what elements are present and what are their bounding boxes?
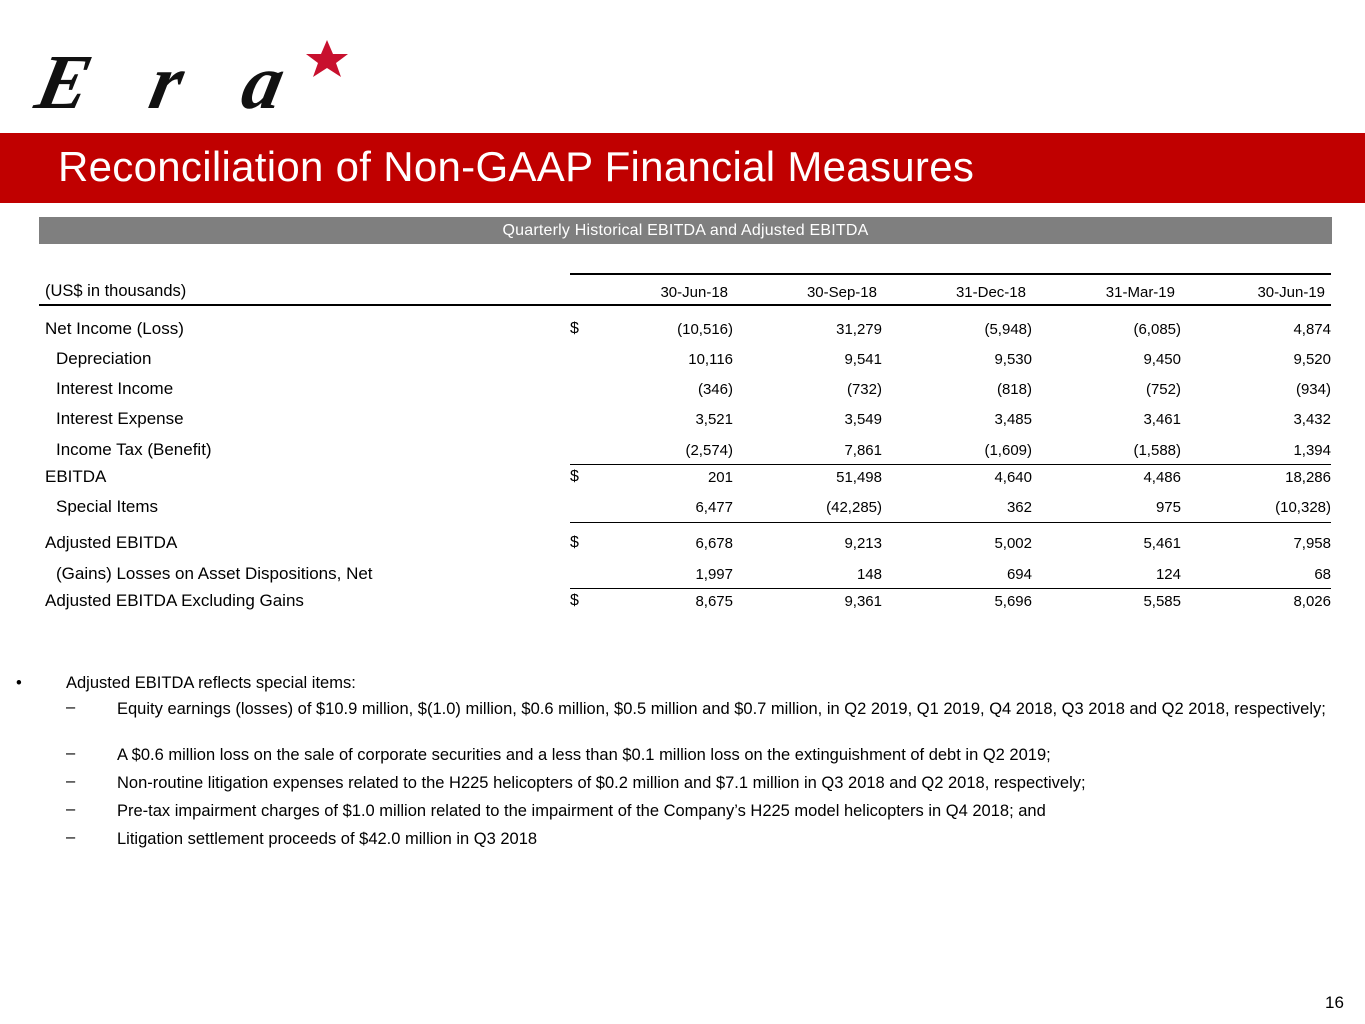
table-cell: 3,485 [994,411,1032,428]
dollar-sign: $ [570,534,579,551]
bullet-icon: • [16,674,22,692]
table-cell: (6,085) [1133,321,1181,338]
table-cell: (934) [1295,381,1331,398]
table-cell: (732) [846,381,882,398]
era-logo [28,36,354,126]
table-cell: 7,958 [1293,535,1331,552]
table-cell: (752) [1145,381,1181,398]
table-subtitle: Quarterly Historical EBITDA and Adjusted EBITDA [502,222,869,239]
table-cell: 9,361 [844,593,882,610]
table-cell: (42,285) [826,499,882,516]
note-item: Litigation settlement proceeds of $42.0 million in Q3 2018 [117,830,538,848]
note-item: Equity earnings (losses) of $10.9 million, $(1.0) million, $0.6 million, $0.5 million and $0.7 million, in Q2 2019, Q1 2019, Q4 2018, Q3 2018 and Q2 2018, respectively; [117,700,1326,718]
table-cell: 4,486 [1143,469,1181,486]
adjusted-ebitda-rule [570,522,1331,523]
dollar-sign: $ [570,592,579,609]
row-label: (Gains) Losses on Asset Dispositions, Net [56,564,373,583]
table-cell: 4,874 [1293,321,1331,338]
table-cell: 975 [1155,499,1181,516]
dash-icon: – [66,698,76,716]
row-label: Adjusted EBITDA [45,533,178,552]
column-header: 30-Sep-18 [806,284,877,301]
header-bottom-rule [39,304,1331,306]
column-header: 31-Dec-18 [955,284,1026,301]
table-cell: 3,549 [844,411,882,428]
dash-icon: – [66,800,76,818]
column-header: 31-Mar-19 [1105,284,1175,301]
table-cell: 3,432 [1293,411,1331,428]
table-cell: 31,279 [836,321,882,338]
row-label: Adjusted EBITDA Excluding Gains [45,591,304,610]
table-cell: 3,521 [695,411,733,428]
ebitda-rule [570,464,1331,465]
row-label: Interest Income [56,379,174,398]
era-logo-text: Era [28,39,293,126]
red-star-icon [306,40,348,77]
dollar-sign: $ [570,468,579,485]
table-cell: 68 [1314,566,1331,583]
table-cell: 1,394 [1293,442,1331,459]
table-cell: 7,861 [844,442,882,459]
table-cell: 10,116 [688,351,733,368]
table-cell: 9,530 [994,351,1032,368]
row-label: Income Tax (Benefit) [56,440,212,459]
table-cell: 148 [856,566,882,583]
table-cell: 51,498 [836,469,882,486]
table-cell: (1,609) [984,442,1032,459]
table-cell: 5,002 [994,535,1032,552]
table-cell: (2,574) [685,442,733,459]
dash-icon: – [66,772,76,790]
table-cell: 694 [1006,566,1032,583]
table-cell: 8,675 [695,593,733,610]
units-label: (US$ in thousands) [45,282,187,300]
table-cell: (10,516) [677,321,733,338]
page-title: Reconciliation of Non-GAAP Financial Measures [58,143,975,190]
notes-intro: Adjusted EBITDA reflects special items: [66,674,356,692]
table-cell: (346) [697,381,733,398]
table-cell: 362 [1006,499,1032,516]
table-cell: 9,541 [844,351,882,368]
table-cell: 6,477 [695,499,733,516]
table-cell: (10,328) [1275,499,1331,516]
table-cell: 5,461 [1143,535,1181,552]
dash-icon: – [66,744,76,762]
dash-icon: – [66,828,76,846]
dollar-sign: $ [570,320,579,337]
row-label: Interest Expense [56,409,184,428]
table-cell: 3,461 [1143,411,1181,428]
note-item: Pre-tax impairment charges of $1.0 million related to the impairment of the Company’s H225 model helicopters in Q4 2018; and [117,802,1046,820]
table-cell: 4,640 [994,469,1032,486]
note-item: Non-routine litigation expenses related to the H225 helicopters of $0.2 million and $7.1 million in Q3 2018 and Q2 2018, respectively; [117,774,1086,792]
table-cell: (818) [996,381,1032,398]
row-label: Depreciation [56,349,152,368]
row-label: Special Items [56,497,159,516]
subtitle-bar [39,217,1332,244]
table-cell: 5,696 [994,593,1032,610]
excluding-gains-rule [570,588,1331,589]
table-cell: 124 [1155,566,1181,583]
table-cell: 1,997 [695,566,733,583]
table-cell: 18,286 [1285,469,1331,486]
row-label: EBITDA [45,467,107,486]
table-cell: 201 [707,469,733,486]
header-top-rule [570,273,1331,275]
column-header: 30-Jun-18 [660,284,728,301]
table-cell: 9,450 [1143,351,1181,368]
table-cell: 9,213 [844,535,882,552]
row-label: Net Income (Loss) [45,319,184,338]
column-header: 30-Jun-19 [1257,284,1325,301]
table-cell: (1,588) [1133,442,1181,459]
table-cell: (5,948) [984,321,1032,338]
table-cell: 5,585 [1143,593,1181,610]
table-cell: 9,520 [1293,351,1331,368]
page-number: 16 [1325,993,1344,1012]
note-item: A $0.6 million loss on the sale of corporate securities and a less than $0.1 million loss on the extinguishment of debt in Q2 2019; [117,746,1051,764]
table-cell: 8,026 [1293,593,1331,610]
table-cell: 6,678 [695,535,733,552]
